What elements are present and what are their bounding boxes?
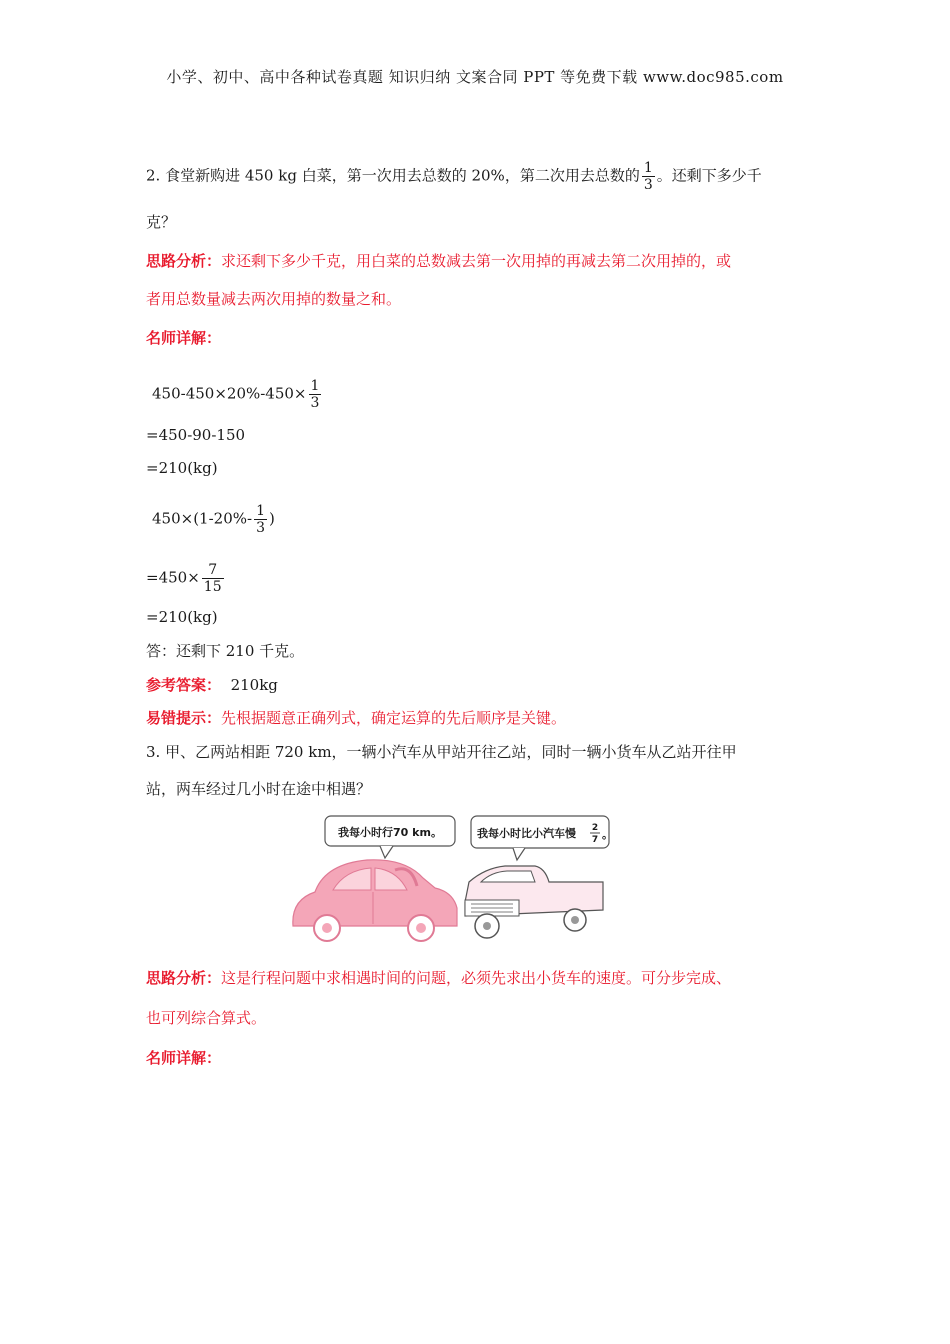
q2-teacher-label: 名师详解： bbox=[146, 329, 222, 347]
fraction: $\frac{1}{3}$ bbox=[256, 503, 265, 536]
q3-line1: 3. 甲、乙两站相距 720 km，一辆小汽车从甲站开往乙站，同时一辆小货车从乙站开往甲 bbox=[146, 743, 737, 761]
q3-analysis-line2: 也可列综合算式。 bbox=[146, 1009, 267, 1027]
car-icon bbox=[293, 860, 457, 941]
car-speech-bubble bbox=[325, 816, 455, 858]
svg-text:7: 7 bbox=[591, 835, 599, 845]
q2-text: 2. 食堂新购进 450 kg 白菜，第一次用去总数的 20%，第二次用去总数的 bbox=[146, 166, 640, 185]
car-bubble-text: 我每小时行70 km。 bbox=[338, 826, 442, 839]
page-header: 小学、初中、高中各种试卷真题 知识归纳 文案合同 PPT 等免费下载 www.doc985.com bbox=[166, 68, 784, 86]
q2-answer: 答：还剩下 210 千克。 bbox=[146, 642, 305, 660]
calc-line-1: 450-450×20%-450× $\frac{1}{3}$ bbox=[152, 378, 320, 411]
calc-line-3: =210(kg) bbox=[146, 459, 218, 477]
truck-bubble-text: 我每小时比小汽车慢 bbox=[477, 827, 576, 840]
analysis-text: 求还剩下多少千克，用白菜的总数减去第一次用掉的再减去第二次用掉的，或 bbox=[221, 252, 732, 270]
truck-icon bbox=[465, 866, 603, 938]
truck-speech-bubble bbox=[471, 816, 613, 860]
analysis-label: 思路分析： bbox=[146, 969, 222, 987]
calc-line-5: =450× $\frac{7}{15}$ bbox=[146, 562, 222, 595]
reference-label: 参考答案： bbox=[146, 676, 222, 694]
svg-text:。: 。 bbox=[602, 828, 613, 841]
q2-line1 bbox=[146, 160, 762, 193]
fraction: $\frac{1}{3}$ bbox=[310, 378, 320, 411]
q3-teacher-label: 名师详解： bbox=[146, 1049, 222, 1067]
fraction: $\frac{1}{3}$ bbox=[643, 160, 653, 193]
reference-value: 210kg bbox=[230, 676, 278, 694]
calc-line-2: =450-90-150 bbox=[146, 426, 246, 444]
q2-analysis-line2: 者用总数量减去两次用掉的数量之和。 bbox=[146, 290, 402, 308]
q2-line2: 克？ bbox=[146, 213, 177, 231]
calc-line-6: =210(kg) bbox=[146, 608, 218, 626]
calc-line-4: 450×(1-20%- $\frac{1}{3}$ ) bbox=[152, 503, 275, 536]
q3-line2: 站，两车经过几小时在途中相遇？ bbox=[146, 780, 372, 798]
tip-text: 先根据题意正确列式，确定运算的先后顺序是关键。 bbox=[221, 709, 567, 727]
svg-text:2: 2 bbox=[591, 823, 599, 833]
fraction: $\frac{7}{15}$ bbox=[203, 562, 222, 595]
q2-reference bbox=[146, 675, 278, 695]
q2-text-end: 。还剩下多少千 bbox=[656, 166, 762, 185]
tip-label: 易错提示： bbox=[146, 709, 222, 727]
cars-illustration bbox=[285, 808, 615, 948]
q2-tip bbox=[146, 708, 566, 728]
q3-analysis-line1 bbox=[146, 968, 731, 988]
analysis-text: 这是行程问题中求相遇时间的问题，必须先求出小货车的速度。可分步完成、 bbox=[221, 969, 732, 987]
q2-analysis-line1 bbox=[146, 251, 731, 271]
analysis-label: 思路分析： bbox=[146, 252, 222, 270]
